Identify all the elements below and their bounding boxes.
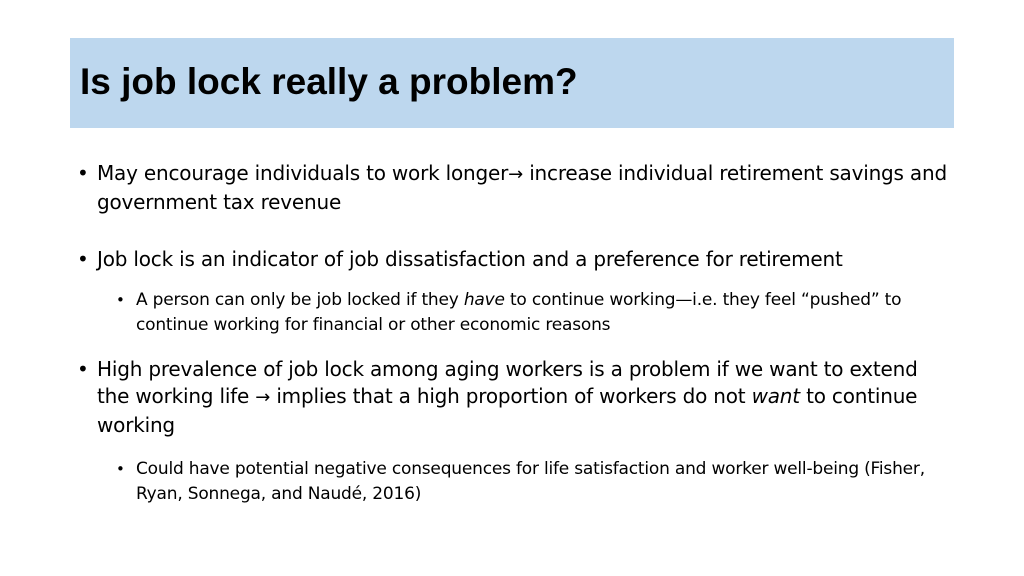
bullet-text: increase individual retirement savings and government tax revenue [97, 161, 947, 214]
bullet-dot: • [77, 161, 89, 185]
bullet-text: May encourage individuals to work longer [97, 161, 509, 185]
bullet-dot: • [116, 460, 125, 478]
sub-bullet-text: Could have potential negative consequences for life satisfaction and worker well-being (Fisher, Ryan, Sonnega, and Naudé, 2016) [136, 459, 925, 504]
title-bar [70, 38, 954, 128]
bullet-dot: • [77, 247, 89, 271]
bullet-text: implies that a high proportion of workers do not [270, 384, 752, 408]
emphasis-text: have [463, 289, 505, 310]
bullet-dot: • [116, 290, 125, 309]
bullet-work-longer [77, 160, 947, 216]
arrow-right-icon: → [508, 164, 524, 185]
arrow-right-icon: → [255, 387, 271, 408]
sub-bullet-text: to continue working—i.e. they feel “pushed” to continue working for financial or other economic reasons [136, 289, 902, 335]
bullet-text: to continue working [97, 384, 918, 437]
emphasis-text: want [751, 384, 800, 408]
slide-content [77, 160, 947, 507]
sub-bullet-consequences [116, 457, 947, 507]
bullet-text: Job lock is an indicator of job dissatisfaction and a preference for retirement [97, 247, 843, 271]
sub-bullet-text: A person can only be job locked if they [136, 289, 464, 310]
bullet-dot: • [77, 356, 89, 381]
sub-bullet-pushed [116, 288, 947, 338]
bullet-high-prevalence [77, 356, 947, 440]
slide-title: Is job lock really a problem? [80, 61, 578, 102]
bullet-job-dissatisfaction [77, 246, 947, 274]
bullet-text: High prevalence of job lock among aging workers is a problem if we want to extend the working life [97, 356, 918, 408]
